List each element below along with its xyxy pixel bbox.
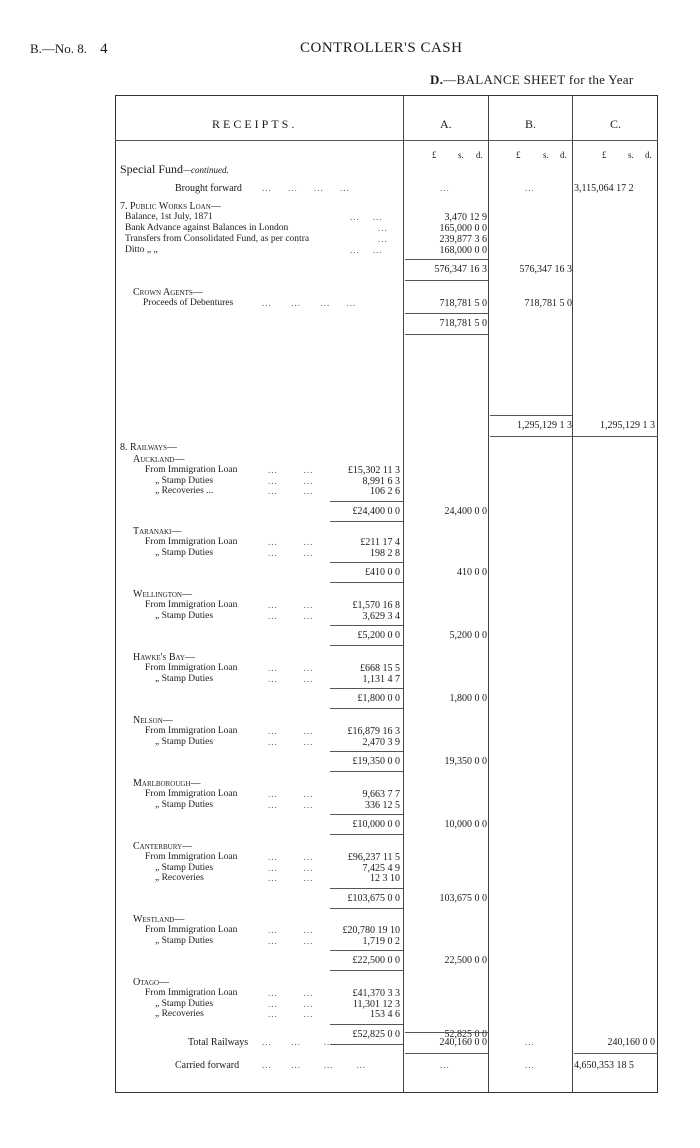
subtotal-rule [330, 950, 403, 951]
railway-item-amount: 8,991 6 3 [362, 475, 400, 487]
province-name: Otago— [133, 977, 170, 988]
leader-dots: ... ... [268, 935, 314, 946]
province-name: Auckland— [133, 454, 185, 465]
subtotal-rule [330, 501, 403, 502]
unit-pound: £ [602, 150, 607, 160]
leader-dots: ... ... [268, 799, 314, 810]
leader-dots: ... ... [268, 789, 314, 799]
railway-item-amount: 1,719 0 2 [362, 935, 400, 947]
unit-s: s. [458, 150, 464, 160]
header-rule [115, 140, 658, 141]
subtotal-rule [330, 1024, 403, 1025]
railway-item-amount: 106 2 6 [370, 486, 400, 497]
pw-total-b: 576,347 16 3 [519, 264, 572, 275]
pw-item-label: Ditto „ „ [125, 245, 158, 255]
crown-amount-a: 718,781 5 0 [439, 298, 487, 309]
subtotal-underline [330, 834, 403, 835]
province-amount-a: 5,200 0 0 [449, 630, 487, 641]
subtotal-rule [330, 888, 403, 889]
railway-item-amount: 1,131 4 7 [362, 673, 400, 685]
pw-amount-a: 168,000 0 0 [439, 245, 487, 256]
leader-dots: ... ... [268, 852, 314, 862]
subtotal-underline [330, 521, 403, 522]
province-name: Canterbury— [133, 841, 193, 852]
leader-dots: ... ... [268, 998, 314, 1009]
total-railways-a: 240,160 0 0 [439, 1037, 487, 1048]
railway-item-label: From Immigration Loan [145, 465, 238, 475]
railway-item-amount: 9,663 7 7 [362, 789, 400, 800]
province-name: Hawke's Bay— [133, 652, 195, 663]
unit-pound: £ [516, 150, 521, 160]
railway-item-label: „ Stamp Duties [155, 799, 214, 810]
column-a-heading: A. [440, 117, 452, 131]
railway-item-label: „ Stamp Duties [155, 673, 214, 684]
leader-dots: ... ... [268, 726, 314, 736]
subtotal-rule [330, 751, 403, 752]
leader-dots: ... ... [268, 988, 314, 998]
province-subtotal: £1,800 0 0 [357, 693, 400, 704]
carried-forward-c: 4,650,353 18 5 [574, 1060, 634, 1071]
total-railways-label: Total Railways [188, 1037, 249, 1048]
carried-forward-label: Carried forward [175, 1060, 240, 1071]
railway-item-label: From Immigration Loan [145, 726, 238, 736]
pw-item-label: Balance, 1st July, 1871 [125, 212, 213, 222]
railway-item-amount: 198 2 8 [370, 547, 400, 559]
railway-item-amount: £20,780 19 10 [342, 925, 400, 936]
province-amount-a: 1,800 0 0 [449, 693, 487, 704]
unit-pound: £ [432, 150, 437, 160]
railway-item-amount: £16,879 16 3 [347, 726, 400, 737]
total-railways-c: 240,160 0 0 [607, 1037, 655, 1048]
crown-agents-item: Proceeds of Debentures [143, 298, 234, 308]
receipts-heading: RECEIPTS. [212, 117, 298, 131]
railway-item-label: From Immigration Loan [145, 852, 238, 862]
province-subtotal: £52,825 0 0 [352, 1028, 400, 1040]
crown-agents-title: Crown Agents— [133, 287, 203, 298]
railway-item-label: „ Stamp Duties [155, 610, 214, 621]
railway-item-label: „ Recoveries [155, 873, 204, 883]
railway-item-label: „ Recoveries [155, 1009, 204, 1019]
document-reference: B.—No. 8. 4 [30, 41, 108, 57]
railway-item-label: From Immigration Loan [145, 988, 238, 998]
railway-item-label: „ Stamp Duties [155, 736, 214, 747]
province-subtotal: £22,500 0 0 [352, 955, 400, 966]
province-amount-a: 10,000 0 0 [444, 819, 487, 830]
railway-item-label: „ Stamp Duties [155, 998, 214, 1009]
railway-item-label: „ Stamp Duties [155, 547, 214, 558]
province-subtotal: £19,350 0 0 [352, 756, 400, 767]
unit-s: s. [543, 150, 549, 160]
railway-item-amount: £211 17 4 [360, 537, 400, 548]
province-amount-a: 22,500 0 0 [444, 955, 487, 966]
subtotal-underline [330, 771, 403, 772]
unit-s: s. [628, 150, 634, 160]
leader-dots: ... ... [268, 475, 314, 486]
leader-dots: ... ... [268, 736, 314, 747]
railway-item-amount: £15,302 11 3 [347, 465, 400, 476]
special-fund-title: Special Fund—continued. [120, 162, 229, 176]
leader-dots: ... ... [268, 673, 314, 684]
railway-item-amount: £96,237 11 5 [347, 852, 400, 863]
railways-title: 8. Railways— [120, 442, 178, 453]
province-amount-a: 410 0 0 [457, 567, 487, 578]
subtotal-underline [330, 708, 403, 709]
leader-dots: ... ... [268, 1009, 314, 1019]
leader-dots: ... ... [268, 862, 314, 873]
province-subtotal: £5,200 0 0 [357, 630, 400, 641]
railway-item-label: From Immigration Loan [145, 925, 238, 935]
leader-dots: ... ... [268, 873, 314, 883]
unit-d: d. [645, 150, 652, 160]
leader-dots: ... ... [268, 537, 314, 547]
subtotal-underline [330, 970, 403, 971]
leader-dots: ... ... [268, 547, 314, 558]
railway-item-amount: 153 4 6 [370, 1009, 400, 1020]
page-subtitle: D.—BALANCE SHEET for the Year [430, 72, 634, 87]
railway-item-amount: £668 15 5 [360, 663, 400, 674]
column-divider-a [403, 95, 404, 1093]
pw-amount-a: 165,000 0 0 [439, 223, 487, 234]
pw-item-label: Transfers from Consolidated Fund, as per contra [125, 234, 310, 244]
province-subtotal: £410 0 0 [365, 567, 400, 578]
unit-d: d. [476, 150, 483, 160]
page-title: CONTROLLER'S CASH [300, 40, 463, 56]
railway-item-amount: £1,570 16 8 [352, 600, 400, 611]
railway-item-label: „ Stamp Duties [155, 475, 214, 486]
page-number: 4 [100, 41, 108, 57]
railway-item-label: From Immigration Loan [145, 537, 238, 547]
section-total-c: 1,295,129 1 3 [600, 420, 655, 431]
railway-item-label: From Immigration Loan [145, 663, 238, 673]
railway-item-amount: 3,629 3 4 [362, 610, 400, 622]
column-divider-c [572, 95, 573, 1093]
subtotal-underline [330, 645, 403, 646]
pw-total-a: 576,347 16 3 [434, 264, 487, 275]
province-name: Taranaki— [133, 526, 182, 537]
province-name: Wellington— [133, 589, 192, 600]
subtotal-rule [330, 814, 403, 815]
leader-dots: ... ... [268, 600, 314, 610]
railway-item-label: From Immigration Loan [145, 789, 238, 799]
brought-forward-c: 3,115,064 17 2 [574, 183, 634, 194]
column-divider-b [488, 95, 489, 1093]
railway-item-amount: 336 12 5 [365, 799, 400, 811]
leader-dots: ... ... [268, 610, 314, 621]
pw-item-label: Bank Advance against Balances in London [125, 223, 289, 233]
subtotal-underline [330, 908, 403, 909]
province-subtotal: £24,400 0 0 [352, 505, 400, 517]
subtotal-rule [330, 562, 403, 563]
railway-item-amount: £41,370 3 3 [352, 988, 400, 999]
province-amount-a: 52,825 0 0 [444, 1028, 487, 1040]
railway-item-label: „ Stamp Duties [155, 935, 214, 946]
column-b-heading: B. [525, 117, 537, 131]
province-name: Marlborough— [133, 778, 201, 789]
subtotal-rule [330, 688, 403, 689]
province-amount-a: 103,675 0 0 [439, 892, 487, 904]
railway-item-amount: 12 3 10 [370, 873, 400, 884]
leader-dots: ... ... [268, 925, 314, 935]
railway-item-amount: 11,301 12 3 [352, 998, 400, 1010]
province-subtotal: £10,000 0 0 [352, 819, 400, 830]
unit-d: d. [560, 150, 567, 160]
province-name: Westland— [133, 914, 185, 925]
section-total-b: 1,295,129 1 3 [517, 420, 572, 431]
pw-amount-a: 3,470 12 9 [444, 212, 487, 223]
column-c-heading: C. [610, 117, 622, 131]
leader-dots: ... ... [268, 465, 314, 475]
brought-forward-label: Brought forward [175, 183, 242, 194]
railway-item-amount: 2,470 3 9 [362, 736, 400, 748]
province-subtotal: £103,675 0 0 [347, 892, 400, 904]
province-amount-a: 19,350 0 0 [444, 756, 487, 767]
crown-amount-b: 718,781 5 0 [524, 298, 572, 309]
railway-item-label: From Immigration Loan [145, 600, 238, 610]
crown-total-a: 718,781 5 0 [439, 318, 487, 329]
public-works-title: 7. Public Works Loan— [120, 201, 221, 212]
pw-amount-a: 239,877 3 6 [439, 234, 487, 245]
subtotal-underline [330, 582, 403, 583]
leader-dots: ... ... [268, 663, 314, 673]
leader-dots: ... ... [268, 486, 314, 496]
subtotal-rule [330, 625, 403, 626]
railway-item-label: „ Stamp Duties [155, 862, 214, 873]
province-name: Nelson— [133, 715, 173, 726]
railway-item-amount: 7,425 4 9 [362, 862, 400, 874]
province-amount-a: 24,400 0 0 [444, 505, 487, 517]
railway-item-label: „ Recoveries ... [155, 486, 214, 496]
